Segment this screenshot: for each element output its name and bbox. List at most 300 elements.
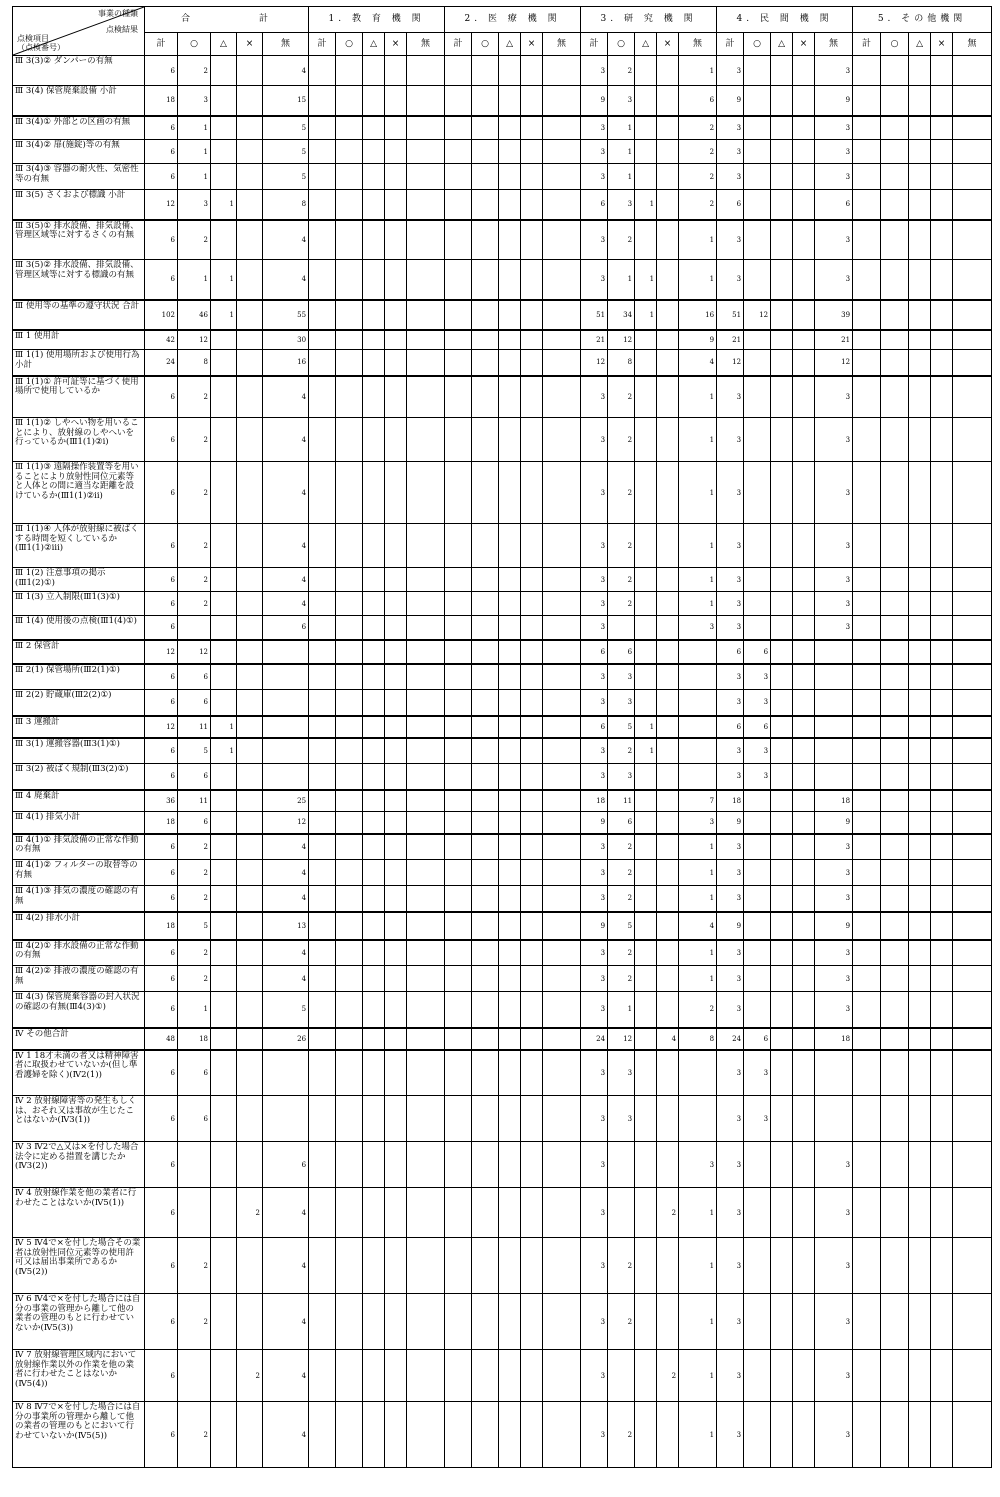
table-cell <box>472 1402 499 1468</box>
table-cell <box>543 568 581 592</box>
table-cell <box>521 834 543 860</box>
table-cell: 2 <box>178 462 211 524</box>
table-cell: 2 <box>608 1402 635 1468</box>
table-cell <box>499 1188 521 1238</box>
table-cell <box>445 966 472 992</box>
table-cell <box>635 966 657 992</box>
table-cell <box>815 1096 853 1142</box>
table-cell: 3 <box>581 462 608 524</box>
table-cell <box>744 592 771 616</box>
table-cell <box>953 524 992 568</box>
table-cell <box>909 462 931 524</box>
table-cell <box>237 860 263 886</box>
table-cell <box>336 86 363 116</box>
table-cell <box>881 1050 909 1096</box>
table-cell <box>657 140 679 164</box>
table-cell <box>309 220 336 260</box>
table-cell <box>953 716 992 738</box>
table-cell: 3 <box>581 1050 608 1096</box>
row-item-label: Ⅲ 2(2) 貯蔵庫(Ⅲ2(2)①) <box>13 690 145 716</box>
table-cell <box>853 716 881 738</box>
table-cell <box>407 1402 445 1468</box>
table-cell <box>793 664 815 690</box>
table-cell <box>543 462 581 524</box>
table-row <box>13 462 992 524</box>
table-cell <box>336 1238 363 1294</box>
table-cell <box>363 1142 385 1188</box>
table-cell <box>407 260 445 300</box>
table-cell: 1 <box>679 524 717 568</box>
table-cell <box>472 716 499 738</box>
table-cell <box>635 1050 657 1096</box>
table-cell: 6 <box>145 1350 178 1402</box>
table-cell <box>211 1188 237 1238</box>
table-cell: 9 <box>815 812 853 834</box>
table-cell <box>931 764 953 790</box>
table-cell <box>953 790 992 812</box>
table-cell: 3 <box>581 524 608 568</box>
table-cell <box>953 940 992 966</box>
table-cell <box>543 812 581 834</box>
table-cell: 6 <box>744 1028 771 1050</box>
table-cell <box>499 966 521 992</box>
table-cell <box>771 260 793 300</box>
table-cell: 4 <box>263 834 309 860</box>
table-cell <box>445 940 472 966</box>
table-cell <box>543 300 581 330</box>
table-cell <box>931 1402 953 1468</box>
table-cell: 6 <box>145 1188 178 1238</box>
table-cell <box>744 1142 771 1188</box>
table-cell <box>909 716 931 738</box>
table-cell <box>543 116 581 140</box>
table-cell: 6 <box>145 992 178 1028</box>
table-cell: 1 <box>178 140 211 164</box>
table-cell <box>953 1294 992 1350</box>
table-cell <box>336 164 363 190</box>
table-cell <box>543 350 581 376</box>
table-cell <box>407 140 445 164</box>
table-cell <box>771 140 793 164</box>
table-cell <box>472 524 499 568</box>
sub-header-2-2: ○ <box>336 32 363 55</box>
table-cell <box>237 300 263 330</box>
table-cell: 3 <box>744 764 771 790</box>
table-cell <box>881 716 909 738</box>
table-cell <box>909 1188 931 1238</box>
table-cell <box>211 140 237 164</box>
table-cell <box>499 812 521 834</box>
table-cell <box>178 1142 211 1188</box>
table-cell <box>881 764 909 790</box>
table-cell <box>363 912 385 940</box>
table-cell: 3 <box>679 1142 717 1188</box>
table-cell <box>499 886 521 912</box>
table-cell: 1 <box>608 992 635 1028</box>
table-cell: 6 <box>145 1238 178 1294</box>
table-cell: 3 <box>815 56 853 86</box>
table-cell <box>499 690 521 716</box>
table-cell <box>178 616 211 640</box>
table-cell <box>793 140 815 164</box>
table-cell <box>263 690 309 716</box>
table-cell <box>385 640 407 664</box>
table-cell <box>237 1028 263 1050</box>
table-cell <box>336 330 363 350</box>
table-cell: 3 <box>178 190 211 220</box>
table-cell: 5 <box>608 716 635 738</box>
table-cell <box>635 140 657 164</box>
table-cell <box>657 886 679 912</box>
table-cell <box>385 716 407 738</box>
table-cell <box>445 764 472 790</box>
table-cell <box>881 1142 909 1188</box>
table-cell <box>407 1028 445 1050</box>
table-cell: 2 <box>608 860 635 886</box>
group-header-6: 5. その他機関 <box>853 7 992 33</box>
table-cell <box>363 1050 385 1096</box>
table-cell: 18 <box>815 790 853 812</box>
table-cell <box>635 912 657 940</box>
table-cell <box>499 376 521 418</box>
table-cell <box>472 966 499 992</box>
table-cell <box>445 418 472 462</box>
table-cell <box>211 966 237 992</box>
table-cell: 1 <box>679 834 717 860</box>
table-cell: 1 <box>679 940 717 966</box>
table-cell <box>815 690 853 716</box>
table-cell: 5 <box>263 140 309 164</box>
table-cell: 2 <box>178 592 211 616</box>
table-cell <box>853 164 881 190</box>
table-cell <box>336 1350 363 1402</box>
table-cell: 8 <box>608 350 635 376</box>
table-cell <box>521 992 543 1028</box>
table-cell <box>744 940 771 966</box>
table-cell: 1 <box>635 738 657 764</box>
table-cell: 3 <box>581 568 608 592</box>
table-cell <box>953 1050 992 1096</box>
table-cell: 3 <box>815 1238 853 1294</box>
table-cell <box>385 940 407 966</box>
table-cell <box>237 86 263 116</box>
table-cell: 2 <box>608 524 635 568</box>
table-cell <box>521 164 543 190</box>
table-cell <box>793 640 815 664</box>
row-item-label: Ⅲ 3(4)② 扉(施錠)等の有無 <box>13 140 145 164</box>
table-cell <box>178 1188 211 1238</box>
table-cell <box>657 164 679 190</box>
table-cell <box>472 812 499 834</box>
table-cell <box>931 116 953 140</box>
table-cell <box>445 886 472 912</box>
table-cell <box>931 812 953 834</box>
table-cell <box>211 116 237 140</box>
table-cell <box>657 1096 679 1142</box>
table-cell: 2 <box>178 860 211 886</box>
table-cell: 5 <box>178 912 211 940</box>
table-cell: 6 <box>145 664 178 690</box>
table-cell <box>771 940 793 966</box>
table-cell: 3 <box>717 1050 744 1096</box>
sub-header-1-2: ○ <box>178 32 211 55</box>
table-cell <box>853 992 881 1028</box>
table-cell <box>635 940 657 966</box>
table-cell <box>744 220 771 260</box>
table-cell: 4 <box>679 912 717 940</box>
table-cell <box>793 260 815 300</box>
table-cell <box>771 664 793 690</box>
table-cell <box>521 116 543 140</box>
table-cell: 1 <box>635 300 657 330</box>
table-row <box>13 992 992 1028</box>
table-cell <box>853 940 881 966</box>
table-cell <box>499 524 521 568</box>
table-cell <box>472 376 499 418</box>
table-cell <box>237 1096 263 1142</box>
table-cell <box>385 300 407 330</box>
table-cell <box>679 664 717 690</box>
table-cell <box>657 524 679 568</box>
table-cell <box>657 462 679 524</box>
table-cell <box>499 1028 521 1050</box>
table-cell <box>336 140 363 164</box>
table-cell: 2 <box>608 568 635 592</box>
table-cell: 3 <box>815 220 853 260</box>
table-cell <box>853 592 881 616</box>
table-cell <box>853 350 881 376</box>
table-cell <box>744 886 771 912</box>
table-cell <box>363 690 385 716</box>
table-cell <box>881 418 909 462</box>
table-cell <box>336 260 363 300</box>
table-cell <box>853 664 881 690</box>
table-cell: 15 <box>263 86 309 116</box>
table-cell <box>771 834 793 860</box>
table-cell <box>815 1050 853 1096</box>
table-cell <box>472 738 499 764</box>
table-cell: 2 <box>608 462 635 524</box>
table-cell: 42 <box>145 330 178 350</box>
table-cell <box>931 790 953 812</box>
table-cell <box>657 376 679 418</box>
table-cell <box>793 350 815 376</box>
table-cell <box>385 790 407 812</box>
table-cell <box>931 992 953 1028</box>
table-cell: 1 <box>679 56 717 86</box>
table-cell <box>263 1050 309 1096</box>
table-cell <box>881 330 909 350</box>
table-cell <box>953 764 992 790</box>
table-cell <box>744 860 771 886</box>
table-cell <box>237 56 263 86</box>
table-cell <box>744 790 771 812</box>
table-cell <box>237 912 263 940</box>
table-cell <box>853 220 881 260</box>
table-cell <box>909 966 931 992</box>
table-cell <box>853 1402 881 1468</box>
table-cell: 2 <box>608 376 635 418</box>
table-cell <box>237 690 263 716</box>
table-cell <box>771 616 793 640</box>
table-cell <box>445 834 472 860</box>
table-cell <box>445 350 472 376</box>
table-cell <box>263 738 309 764</box>
table-cell <box>635 350 657 376</box>
table-cell <box>472 1142 499 1188</box>
table-row <box>13 1096 992 1142</box>
table-cell: 6 <box>717 190 744 220</box>
table-cell <box>953 1402 992 1468</box>
table-cell <box>657 912 679 940</box>
table-cell <box>385 86 407 116</box>
table-cell <box>657 190 679 220</box>
table-cell: 9 <box>815 86 853 116</box>
table-cell <box>771 1188 793 1238</box>
table-cell <box>793 1350 815 1402</box>
table-cell <box>931 86 953 116</box>
table-cell <box>771 164 793 190</box>
table-cell <box>336 116 363 140</box>
table-cell <box>211 1238 237 1294</box>
table-cell: 2 <box>608 220 635 260</box>
table-cell: 1 <box>178 992 211 1028</box>
table-cell: 3 <box>581 940 608 966</box>
table-cell <box>211 524 237 568</box>
table-cell <box>853 860 881 886</box>
table-cell <box>657 300 679 330</box>
table-cell <box>385 690 407 716</box>
table-cell <box>309 86 336 116</box>
table-cell: 36 <box>145 790 178 812</box>
table-cell: 4 <box>263 1402 309 1468</box>
sub-header-5-1: 計 <box>717 32 744 55</box>
table-cell <box>635 790 657 812</box>
table-cell <box>881 940 909 966</box>
table-cell: 5 <box>263 992 309 1028</box>
table-cell <box>657 86 679 116</box>
table-cell <box>657 966 679 992</box>
table-cell <box>771 1142 793 1188</box>
table-cell <box>521 790 543 812</box>
table-cell <box>499 640 521 664</box>
table-cell <box>931 1028 953 1050</box>
table-cell <box>771 568 793 592</box>
table-cell <box>211 1294 237 1350</box>
table-cell <box>793 834 815 860</box>
table-cell <box>744 350 771 376</box>
table-row <box>13 56 992 86</box>
table-cell <box>909 140 931 164</box>
table-cell <box>336 462 363 524</box>
table-cell <box>657 260 679 300</box>
table-cell: 3 <box>581 966 608 992</box>
table-cell <box>363 886 385 912</box>
table-cell <box>309 834 336 860</box>
table-cell: 1 <box>178 116 211 140</box>
sub-header-6-3: △ <box>909 32 931 55</box>
table-cell: 3 <box>608 764 635 790</box>
table-cell <box>744 992 771 1028</box>
table-cell <box>853 462 881 524</box>
table-cell <box>657 664 679 690</box>
table-cell <box>635 1238 657 1294</box>
sub-header-5-3: △ <box>771 32 793 55</box>
table-cell: 51 <box>581 300 608 330</box>
table-cell: 6 <box>744 640 771 664</box>
table-cell <box>309 764 336 790</box>
table-cell <box>931 640 953 664</box>
table-cell <box>931 1050 953 1096</box>
table-cell <box>853 1350 881 1402</box>
table-cell: 6 <box>145 56 178 86</box>
table-cell: 9 <box>581 86 608 116</box>
table-cell <box>635 1188 657 1238</box>
table-cell <box>953 640 992 664</box>
table-cell <box>363 640 385 664</box>
table-cell <box>793 690 815 716</box>
table-cell <box>499 300 521 330</box>
table-cell <box>237 164 263 190</box>
table-cell: 3 <box>178 86 211 116</box>
table-cell <box>445 86 472 116</box>
table-cell <box>309 462 336 524</box>
table-cell <box>237 1402 263 1468</box>
table-cell <box>407 690 445 716</box>
table-cell <box>744 140 771 164</box>
table-cell: 3 <box>717 592 744 616</box>
table-cell: 18 <box>815 1028 853 1050</box>
table-cell <box>472 912 499 940</box>
table-cell <box>211 376 237 418</box>
table-cell: 1 <box>211 738 237 764</box>
table-cell: 12 <box>717 350 744 376</box>
table-cell <box>635 220 657 260</box>
table-cell <box>336 716 363 738</box>
table-cell: 3 <box>815 462 853 524</box>
table-cell <box>543 860 581 886</box>
table-cell <box>635 164 657 190</box>
table-cell <box>635 86 657 116</box>
row-item-label: Ⅲ 1(1)④ 人体が放射線に被ばくする時間を短くしているか(Ⅲ1(1)②ⅲ) <box>13 524 145 568</box>
table-cell <box>881 350 909 376</box>
table-cell <box>211 690 237 716</box>
table-cell: 3 <box>717 1096 744 1142</box>
table-cell <box>931 220 953 260</box>
table-cell <box>385 220 407 260</box>
table-cell <box>853 376 881 418</box>
table-cell <box>363 860 385 886</box>
group-header-3: 2. 医 療 機 関 <box>445 7 581 33</box>
table-cell <box>881 56 909 86</box>
table-cell <box>237 462 263 524</box>
table-cell: 1 <box>211 300 237 330</box>
table-cell: 24 <box>581 1028 608 1050</box>
table-cell <box>521 190 543 220</box>
table-cell: 4 <box>263 56 309 86</box>
table-cell: 1 <box>178 164 211 190</box>
table-cell <box>543 330 581 350</box>
table-cell <box>793 164 815 190</box>
table-cell <box>336 690 363 716</box>
table-cell <box>363 86 385 116</box>
table-cell: 3 <box>581 1402 608 1468</box>
row-item-label: Ⅲ 3(5)① 排水設備、排気設備、管理区域等に対するさくの有無 <box>13 220 145 260</box>
table-cell <box>744 462 771 524</box>
table-cell <box>853 524 881 568</box>
table-cell <box>635 664 657 690</box>
table-cell <box>521 716 543 738</box>
